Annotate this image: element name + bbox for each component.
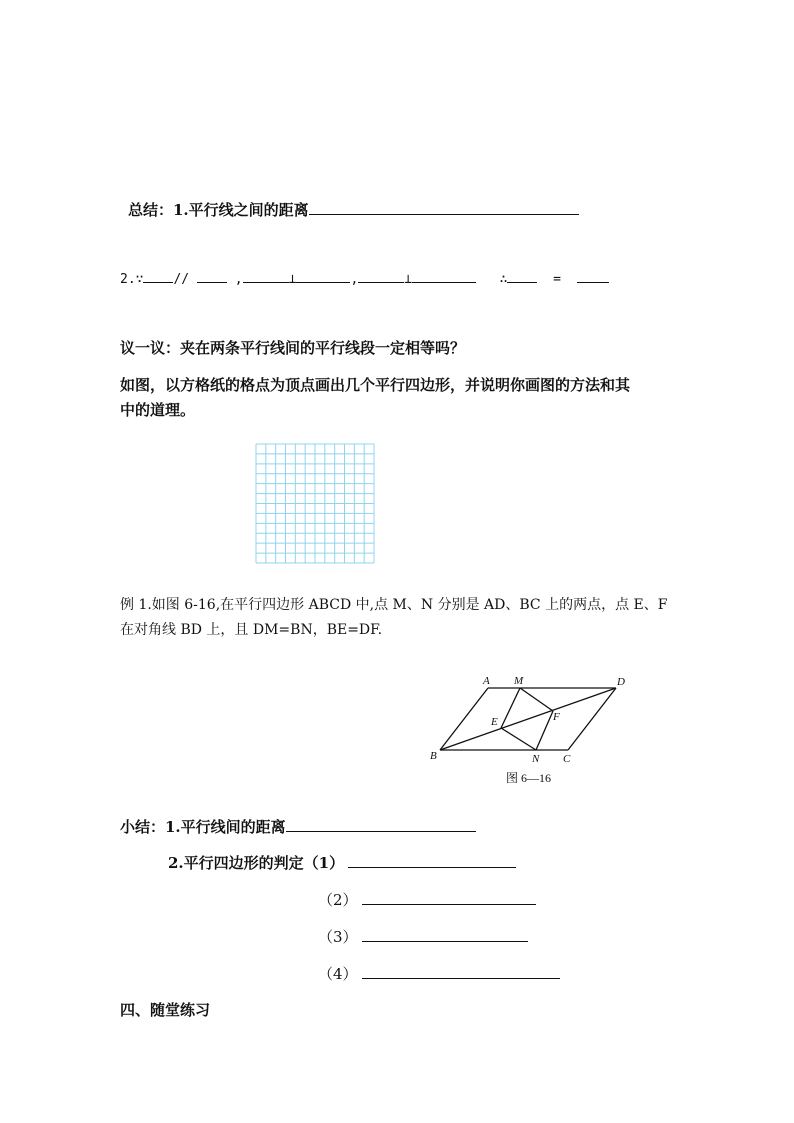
answer-blank[interactable]: [362, 964, 560, 979]
answer-blank[interactable]: [286, 817, 476, 832]
conclusion-label-1: 小结：1.平行线间的距离: [120, 818, 286, 836]
statement-2: [120, 268, 609, 287]
grid-paper[interactable]: [255, 443, 375, 564]
parallel-symbol: //: [173, 272, 190, 287]
answer-blank[interactable]: [362, 890, 536, 905]
label-n: N: [532, 753, 540, 765]
item-4-label: （4）: [318, 965, 358, 983]
label-d: D: [617, 676, 625, 688]
side-ab: [440, 688, 488, 750]
segment-ne: [501, 728, 536, 750]
answer-blank[interactable]: [348, 853, 516, 868]
comma: ,: [350, 272, 359, 287]
conclusion-line-2: [168, 852, 516, 873]
perp-symbol: ⊥: [288, 272, 297, 287]
answer-blank[interactable]: [197, 268, 227, 283]
statement-prefix: 2.∵: [120, 272, 144, 287]
section-4-title: 四、随堂练习: [120, 1001, 211, 1019]
parallelogram-figure: [420, 670, 640, 790]
conclusion-item-4: [318, 963, 560, 984]
diagonal-bd: [440, 688, 616, 750]
conclusion-label-2: 2.平行四边形的判定（1）: [168, 854, 345, 872]
item-2-label: （2）: [318, 891, 358, 909]
answer-blank[interactable]: [143, 268, 173, 283]
answer-blank[interactable]: [362, 927, 528, 942]
answer-blank[interactable]: [309, 200, 579, 215]
discuss-instruction-line-2: 中的道理。: [120, 401, 196, 419]
side-dc: [568, 688, 616, 750]
equals-symbol: =: [553, 272, 561, 287]
conclusion-line-1: [120, 816, 476, 837]
summary-line-1: [128, 199, 579, 220]
figure-caption: 图 6—16: [506, 771, 552, 785]
conclusion-item-3: [318, 926, 528, 947]
answer-blank[interactable]: [412, 268, 476, 283]
perp-symbol: ⊥: [404, 272, 413, 287]
therefore-symbol: ∴: [499, 272, 508, 287]
comma: ,: [234, 272, 243, 287]
label-f: F: [553, 711, 560, 723]
segment-mf: [520, 688, 553, 711]
example-1-line-2: 在对角线 BD 上，且 DM=BN，BE=DF.: [120, 622, 383, 638]
discuss-instruction-line-1: 如图，以方格纸的格点为顶点画出几个平行四边形，并说明你画图的方法和其: [120, 376, 631, 394]
label-m: M: [514, 675, 524, 687]
answer-blank[interactable]: [296, 268, 350, 283]
label-a: A: [483, 675, 490, 687]
discuss-question: 议一议：夹在两条平行线间的平行线段一定相等吗？: [120, 339, 466, 357]
segment-nf: [536, 711, 553, 750]
answer-blank[interactable]: [577, 268, 609, 283]
answer-blank[interactable]: [358, 268, 404, 283]
summary-label: 总结：1.平行线之间的距离: [128, 201, 309, 219]
label-b: B: [430, 750, 437, 762]
label-e: E: [491, 716, 498, 728]
label-c: C: [563, 753, 571, 765]
answer-blank[interactable]: [507, 268, 537, 283]
item-3-label: （3）: [318, 928, 358, 946]
segment-me: [501, 688, 520, 728]
example-1-line-1: 例 1.如图 6-16,在平行四边形 ABCD 中,点 M、N 分别是 AD、BC 上的两点，点 E、F: [120, 597, 668, 613]
answer-blank[interactable]: [243, 268, 289, 283]
conclusion-item-2: [318, 889, 536, 910]
